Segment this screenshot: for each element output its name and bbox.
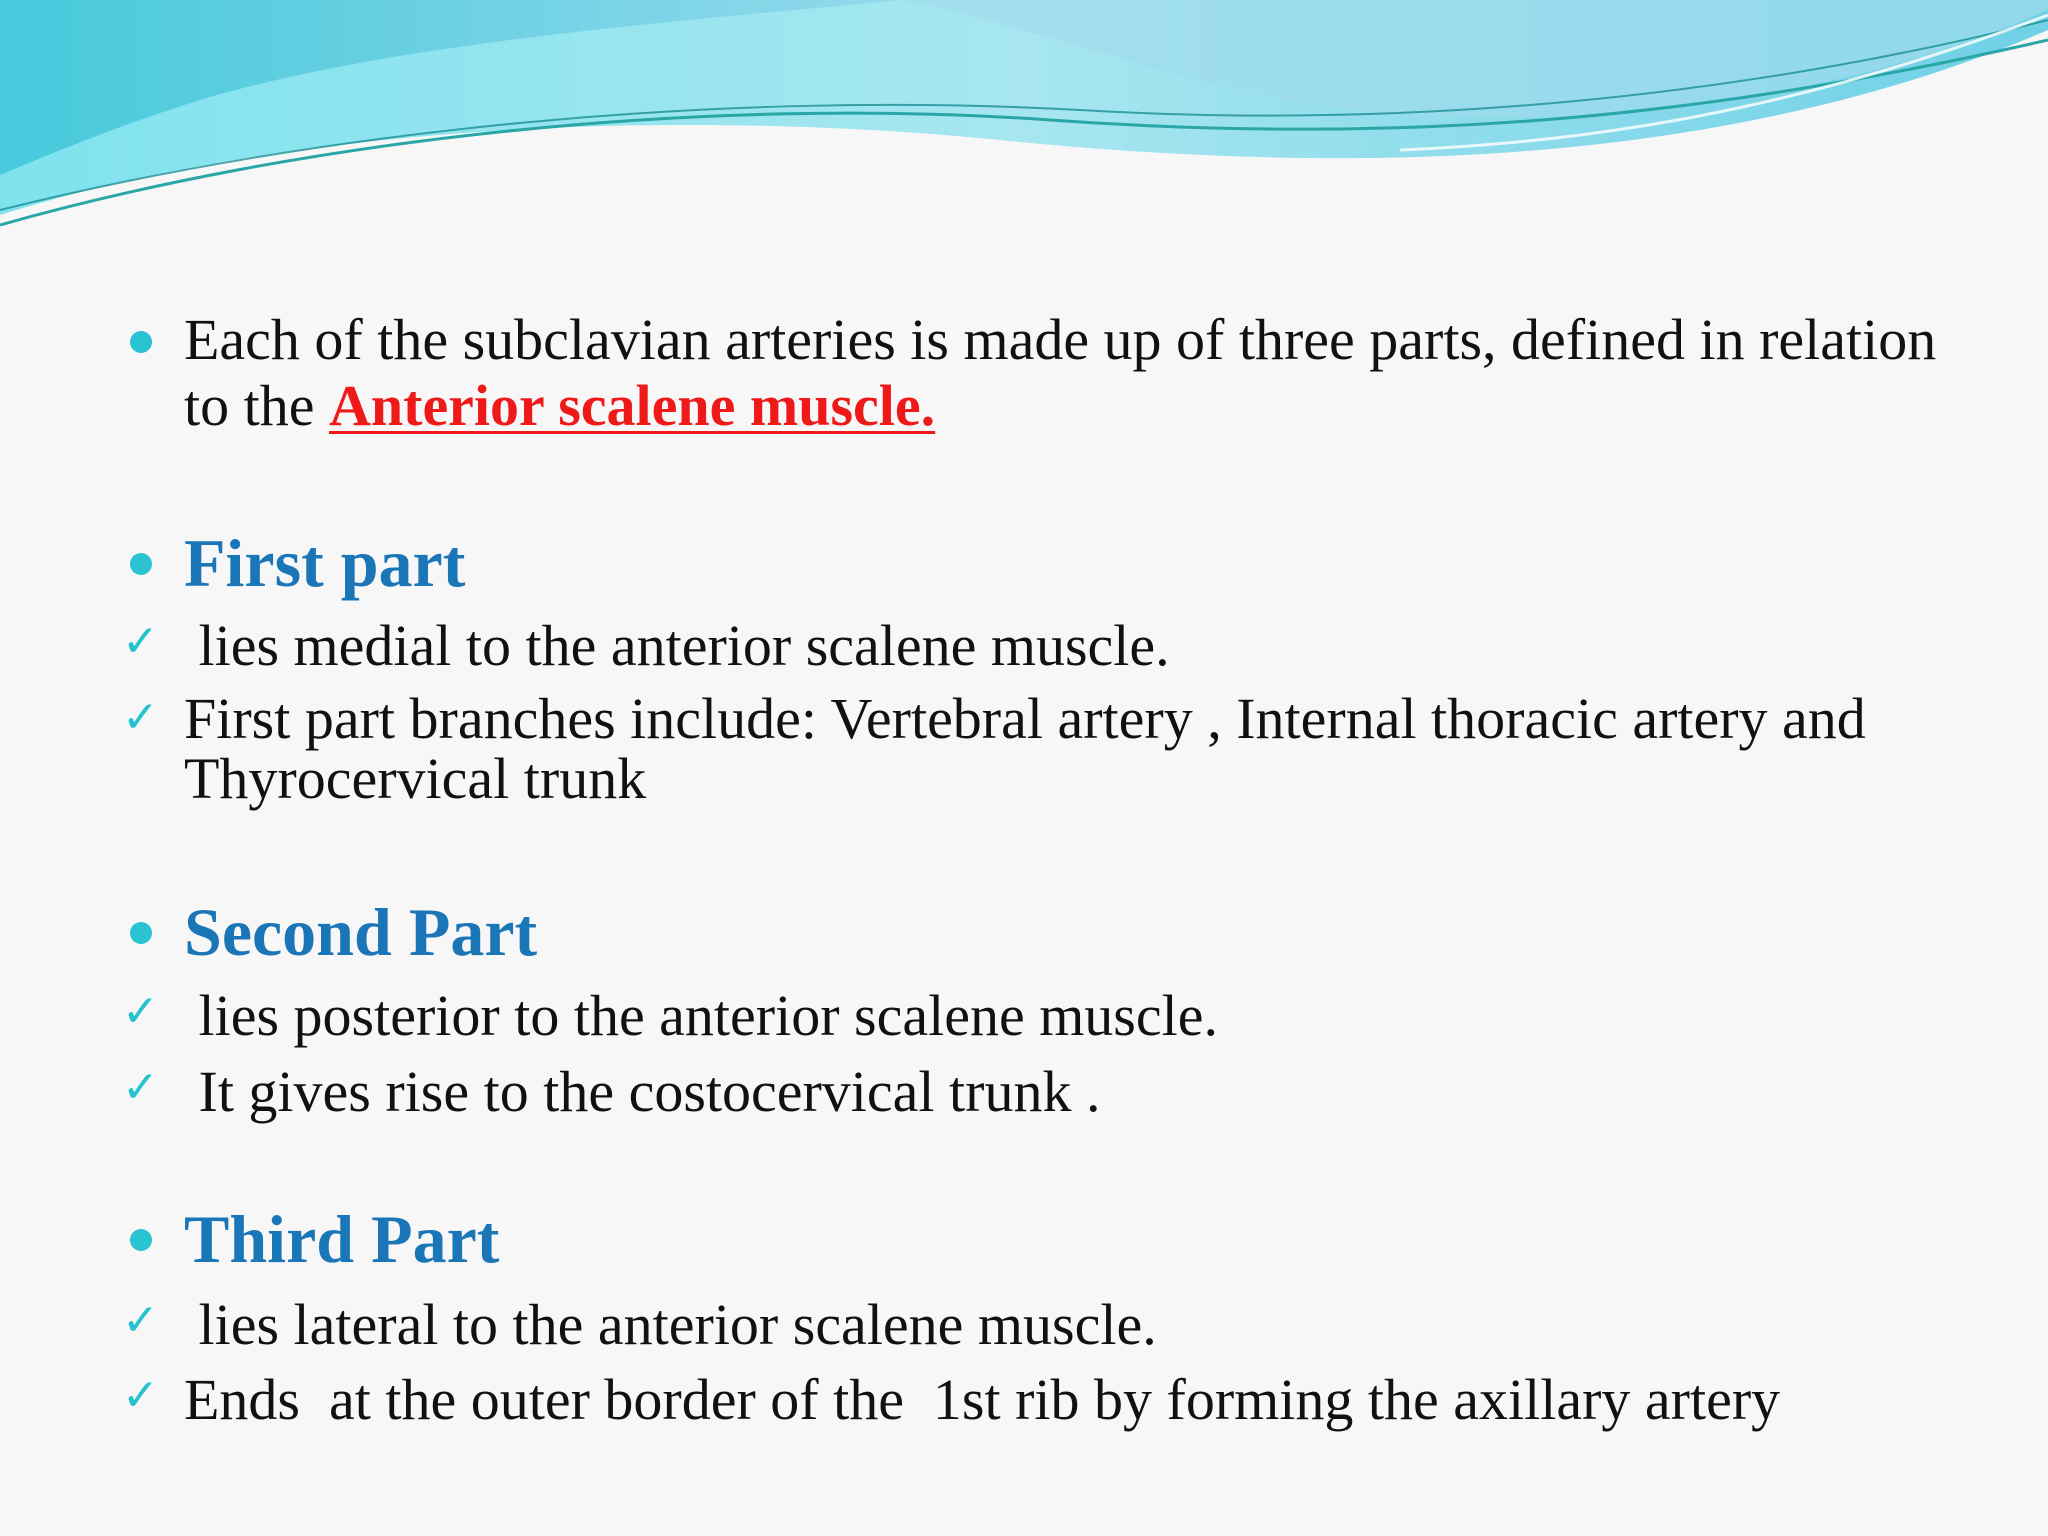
- section-heading-second: Second Part: [184, 894, 538, 970]
- bullet-icon: [130, 1229, 152, 1251]
- second-item-2: It gives rise to the costocervical trunk .: [184, 1059, 1101, 1124]
- third-item-2: Ends at the outer border of the 1st rib by forming the axillary artery: [184, 1367, 1781, 1432]
- bullet-icon: [130, 553, 152, 575]
- checkmark-icon: ✓: [122, 1062, 159, 1113]
- intro-text: [184, 307, 1944, 439]
- anterior-scalene-highlight: Anterior scalene muscle.: [328, 373, 936, 438]
- checkmark-icon: ✓: [122, 692, 159, 743]
- checkmark-icon: ✓: [122, 1370, 159, 1421]
- first-item-2: First part branches include: Vertebral artery , Internal thoracic artery and Thyrocervical trunk: [184, 686, 1866, 811]
- checkmark-icon: ✓: [122, 616, 159, 667]
- section-heading-first: First part: [184, 525, 466, 601]
- section-heading-third: Third Part: [184, 1201, 500, 1277]
- second-item-1: lies posterior to the anterior scalene muscle.: [184, 983, 1218, 1048]
- checkmark-icon: ✓: [122, 1295, 159, 1346]
- intro-text-plain: Each of the subclavian arteries is made up of three parts, defined in relation to the: [184, 307, 1937, 438]
- checkmark-icon: ✓: [122, 986, 159, 1037]
- first-item-1: lies medial to the anterior scalene muscle.: [184, 613, 1170, 678]
- bullet-icon: [130, 331, 152, 353]
- third-item-1: lies lateral to the anterior scalene muscle.: [184, 1292, 1157, 1357]
- bullet-icon: [130, 922, 152, 944]
